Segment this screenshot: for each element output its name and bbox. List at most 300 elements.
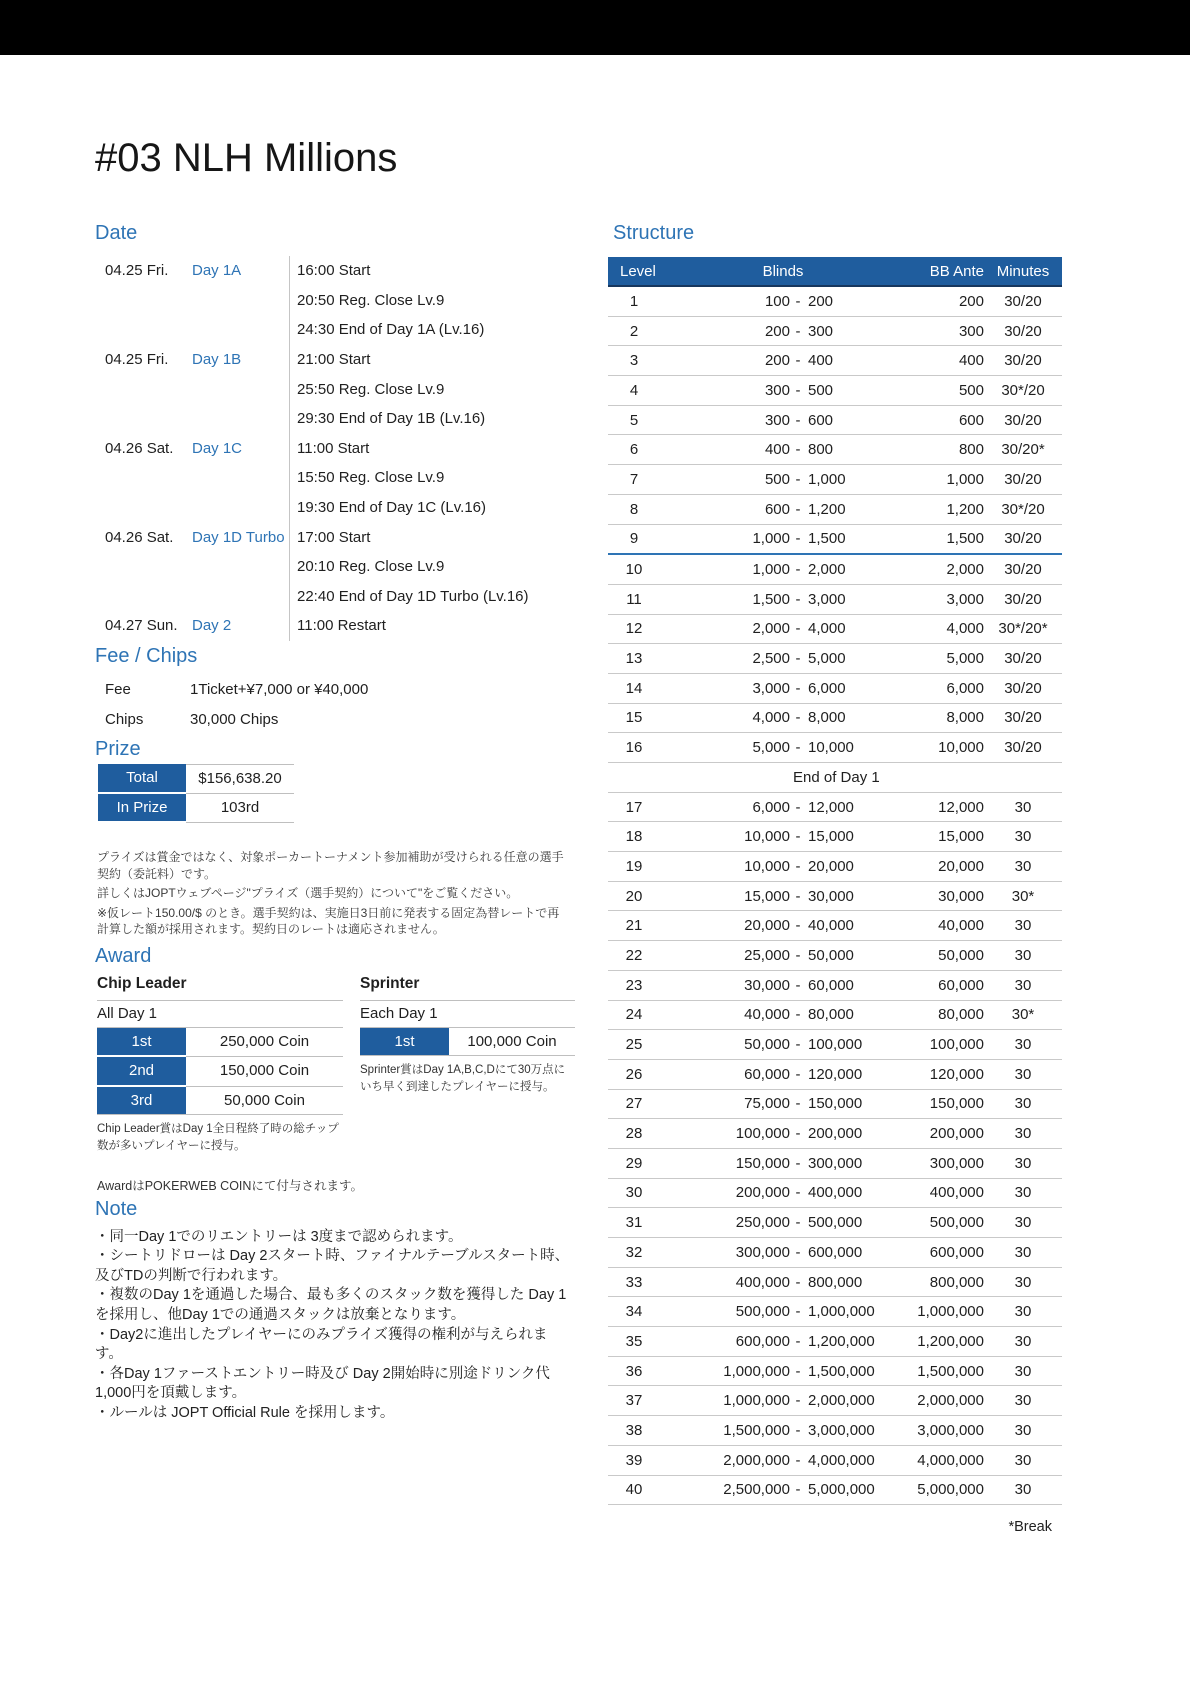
award-title: Sprinter [360, 971, 575, 1001]
minutes-cell: 30*/20 [1001, 500, 1045, 518]
structure-row [608, 1030, 1062, 1060]
minutes-cell: 30/20 [1004, 470, 1042, 488]
structure-row [608, 435, 1062, 465]
big-blind-cell: 30,000 [808, 887, 854, 905]
bb-ante-cell: 1,000,000 [917, 1303, 984, 1321]
structure-row [608, 733, 1062, 763]
level-cell: 14 [625, 679, 643, 697]
structure-row [608, 1238, 1062, 1268]
level-cell: 15 [625, 709, 643, 727]
award-row [97, 1028, 343, 1058]
note-item: ・Day2に進出したプレイヤーにのみプライズ獲得の権利が与えられます。 [95, 1326, 548, 1363]
time-cell: 25:50 Reg. Close Lv.9 [289, 374, 573, 404]
day-label: Day 2 [192, 617, 232, 635]
structure-row [608, 585, 1062, 615]
bb-ante-cell: 1,500 [946, 530, 984, 548]
level-cell: 4 [629, 381, 639, 399]
structure-row [608, 1416, 1062, 1446]
big-blind-cell: 4,000,000 [808, 1451, 875, 1469]
award-column-chip-leader [97, 971, 343, 1156]
fee-label: Fee [105, 681, 131, 699]
date-cell: 04.25 Fri. [105, 262, 169, 280]
date-cell: 04.27 Sun. [105, 617, 178, 635]
award-value-cell: 100,000 Coin [467, 1032, 557, 1050]
big-blind-cell: 200,000 [808, 1125, 863, 1143]
bb-ante-cell: 8,000 [946, 709, 984, 727]
structure-table-body [608, 287, 1062, 1505]
small-blind-cell: 150,000 [735, 1154, 790, 1172]
bb-ante-cell: 5,000,000 [917, 1481, 984, 1499]
blinds-separator: - [795, 917, 801, 935]
small-blind-cell: 1,000 [752, 561, 790, 579]
blinds-separator: - [795, 739, 801, 757]
small-blind-cell: 60,000 [744, 1065, 790, 1083]
blinds-separator: - [795, 381, 801, 399]
bb-ante-cell: 80,000 [938, 1006, 984, 1024]
time-cell: 11:00 Start [289, 434, 573, 464]
date-row [95, 404, 573, 434]
bb-ante-cell: 200 [958, 292, 984, 310]
minutes-cell: 30 [1014, 1332, 1032, 1350]
level-cell: 10 [625, 561, 643, 579]
day-label: Day 1C [192, 439, 243, 457]
level-cell: 31 [625, 1214, 643, 1232]
big-blind-cell: 12,000 [808, 798, 854, 816]
time-cell: 17:00 Start [289, 522, 573, 552]
level-cell: 16 [625, 739, 643, 757]
big-blind-cell: 5,000 [808, 650, 846, 668]
bb-ante-cell: 600,000 [929, 1243, 984, 1261]
structure-row [608, 1001, 1062, 1031]
blinds-separator: - [795, 322, 801, 340]
bb-ante-cell: 40,000 [938, 917, 984, 935]
level-cell: 7 [629, 470, 639, 488]
bb-ante-cell: 2,000,000 [917, 1392, 984, 1410]
award-rank-cell: 2nd [97, 1057, 186, 1087]
big-blind-cell: 5,000,000 [808, 1481, 875, 1499]
level-cell: 37 [625, 1392, 643, 1410]
blinds-separator: - [795, 411, 801, 429]
big-blind-cell: 1,500,000 [808, 1362, 875, 1380]
minutes-cell: 30/20 [1004, 530, 1042, 548]
level-cell: 34 [625, 1303, 643, 1321]
bb-ante-cell: 300,000 [929, 1154, 984, 1172]
small-blind-cell: 20,000 [744, 917, 790, 935]
blinds-separator: - [795, 887, 801, 905]
time-cell: 20:50 Reg. Close Lv.9 [289, 286, 573, 316]
blinds-separator: - [795, 1303, 801, 1321]
bb-ante-cell: 6,000 [946, 679, 984, 697]
small-blind-cell: 2,000,000 [723, 1451, 790, 1469]
big-blind-cell: 600,000 [808, 1243, 863, 1261]
blinds-separator: - [795, 1332, 801, 1350]
big-blind-cell: 15,000 [808, 828, 854, 846]
minutes-cell: 30 [1014, 1451, 1032, 1469]
big-blind-cell: 60,000 [808, 976, 854, 994]
date-cell: 04.25 Fri. [105, 351, 169, 369]
level-cell: 26 [625, 1065, 643, 1083]
structure-row [608, 852, 1062, 882]
big-blind-cell: 400,000 [808, 1184, 863, 1202]
note-item: ・複数のDay 1を通過した場合、最も多くのスタック数を獲得した Day 1を採用し、他Day 1での通過スタックは放棄となります。 [95, 1287, 567, 1323]
small-blind-cell: 100,000 [735, 1125, 790, 1143]
minutes-cell: 30/20 [1004, 352, 1042, 370]
bb-ante-cell: 4,000 [946, 620, 984, 638]
minutes-cell: 30* [1011, 887, 1035, 905]
big-blind-cell: 600 [808, 411, 834, 429]
level-cell: 9 [629, 530, 639, 548]
big-blind-cell: 1,000 [808, 470, 846, 488]
big-blind-cell: 500,000 [808, 1214, 863, 1232]
minutes-cell: 30 [1014, 1303, 1032, 1321]
minutes-cell: 30 [1014, 857, 1032, 875]
big-blind-cell: 6,000 [808, 679, 846, 697]
fee-row [95, 704, 573, 734]
time-cell: 20:10 Reg. Close Lv.9 [289, 552, 573, 582]
note-list [95, 1228, 570, 1424]
award-value-cell: 250,000 Coin [186, 1028, 343, 1058]
big-blind-cell: 10,000 [808, 739, 854, 757]
small-blind-cell: 300 [764, 411, 790, 429]
fee-chips-table [95, 675, 573, 734]
structure-row [608, 1119, 1062, 1149]
small-blind-cell: 6,000 [752, 798, 790, 816]
blinds-separator: - [795, 1065, 801, 1083]
break-footnote: *Break [1008, 1519, 1052, 1536]
blinds-separator: - [795, 650, 801, 668]
big-blind-cell: 2,000,000 [808, 1392, 875, 1410]
bb-ante-cell: 800 [958, 441, 984, 459]
minutes-cell: 30 [1014, 798, 1032, 816]
award-subtitle: All Day 1 [97, 1004, 158, 1022]
blinds-separator: - [795, 1125, 801, 1143]
bb-ante-cell: 10,000 [938, 739, 984, 757]
structure-row [608, 1297, 1062, 1327]
level-cell: 29 [625, 1154, 643, 1172]
minutes-cell: 30/20 [1004, 322, 1042, 340]
level-cell: 5 [629, 411, 639, 429]
date-cell: 04.26 Sat. [105, 528, 174, 546]
small-blind-cell: 2,500 [752, 650, 790, 668]
date-row [95, 256, 573, 286]
structure-row [608, 1268, 1062, 1298]
level-cell: 40 [625, 1481, 643, 1499]
structure-row [608, 1357, 1062, 1387]
column-header-level: Level [620, 262, 656, 280]
end-of-day-row: End of Day 1 [608, 763, 1062, 793]
level-cell: 13 [625, 650, 643, 668]
level-cell: 38 [625, 1421, 643, 1439]
big-blind-cell: 500 [808, 381, 834, 399]
minutes-cell: 30 [1014, 1243, 1032, 1261]
minutes-cell: 30*/20* [998, 620, 1048, 638]
small-blind-cell: 500 [764, 470, 790, 488]
award-rank-cell: 1st [97, 1028, 186, 1058]
award-value-cell: 150,000 Coin [186, 1057, 343, 1087]
structure-row [608, 822, 1062, 852]
level-cell: 3 [629, 352, 639, 370]
minutes-cell: 30 [1014, 1095, 1032, 1113]
note-item: ・シートリドローは Day 2スタート時、ファイナルテーブルスタート時、及びTDの判断で行われます。 [95, 1248, 570, 1284]
minutes-cell: 30/20 [1004, 411, 1042, 429]
time-cell: 22:40 End of Day 1D Turbo (Lv.16) [289, 582, 573, 612]
big-blind-cell: 8,000 [808, 709, 846, 727]
award-value-cell: 50,000 Coin [224, 1091, 305, 1109]
level-cell: 39 [625, 1451, 643, 1469]
blinds-separator: - [795, 946, 801, 964]
bb-ante-cell: 2,000 [946, 561, 984, 579]
big-blind-cell: 50,000 [808, 946, 854, 964]
blinds-separator: - [795, 441, 801, 459]
award-subtitle: Each Day 1 [360, 1004, 438, 1022]
award-note: Chip Leader賞はDay 1全日程終了時の総チップ数が多いプレイヤーに授与。 [97, 1123, 339, 1153]
structure-row [608, 1386, 1062, 1416]
blinds-separator: - [795, 1451, 801, 1469]
bb-ante-cell: 600 [958, 411, 984, 429]
day-label: Day 1B [192, 351, 242, 369]
minutes-cell: 30 [1014, 946, 1032, 964]
level-cell: 19 [625, 857, 643, 875]
blinds-separator: - [795, 1243, 801, 1261]
big-blind-cell: 20,000 [808, 857, 854, 875]
note-item: ・同一Day 1でのリエントリーは 3度まで認められます。 [95, 1228, 463, 1245]
small-blind-cell: 4,000 [752, 709, 790, 727]
blinds-separator: - [795, 1214, 801, 1232]
bb-ante-cell: 150,000 [929, 1095, 984, 1113]
small-blind-cell: 1,000,000 [723, 1392, 790, 1410]
structure-row [608, 525, 1062, 556]
level-cell: 27 [625, 1095, 643, 1113]
level-cell: 18 [625, 828, 643, 846]
blinds-separator: - [795, 1095, 801, 1113]
big-blind-cell: 800 [808, 441, 834, 459]
small-blind-cell: 300 [764, 381, 790, 399]
blinds-separator: - [795, 1362, 801, 1380]
structure-row [608, 1446, 1062, 1476]
minutes-cell: 30*/20 [1001, 381, 1045, 399]
small-blind-cell: 400,000 [735, 1273, 790, 1291]
column-header-minutes: Minutes [996, 262, 1050, 280]
award-rank-cell: 3rd [97, 1087, 186, 1115]
bb-ante-cell: 100,000 [929, 1036, 984, 1054]
minutes-cell: 30 [1014, 917, 1032, 935]
small-blind-cell: 200 [764, 322, 790, 340]
big-blind-cell: 1,500 [808, 530, 846, 548]
date-row [95, 345, 573, 375]
small-blind-cell: 5,000 [752, 739, 790, 757]
level-cell: 21 [625, 917, 643, 935]
big-blind-cell: 100,000 [808, 1036, 863, 1054]
minutes-cell: 30/20 [1004, 561, 1042, 579]
bb-ante-cell: 400 [958, 352, 984, 370]
bb-ante-cell: 1,000 [946, 470, 984, 488]
prize-note: プライズは賞金ではなく、対象ポーカートーナメント参加補助が受けられる任意の選手契約（委託料）です。 [97, 850, 564, 881]
level-cell: 33 [625, 1273, 643, 1291]
time-cell: 29:30 End of Day 1B (Lv.16) [289, 404, 573, 434]
small-blind-cell: 25,000 [744, 946, 790, 964]
small-blind-cell: 300,000 [735, 1243, 790, 1261]
fee-row [95, 675, 573, 705]
structure-row [608, 555, 1062, 585]
blinds-separator: - [795, 1421, 801, 1439]
top-banner [0, 0, 1190, 55]
bb-ante-cell: 4,000,000 [917, 1451, 984, 1469]
minutes-cell: 30 [1014, 1125, 1032, 1143]
level-cell: 1 [629, 292, 639, 310]
small-blind-cell: 75,000 [744, 1095, 790, 1113]
award-column-sprinter [360, 971, 575, 1097]
bb-ante-cell: 500,000 [929, 1214, 984, 1232]
small-blind-cell: 200,000 [735, 1184, 790, 1202]
blinds-separator: - [795, 857, 801, 875]
structure-row [608, 1090, 1062, 1120]
small-blind-cell: 10,000 [744, 828, 790, 846]
big-blind-cell: 3,000,000 [808, 1421, 875, 1439]
left-column [95, 218, 573, 1424]
bb-ante-cell: 15,000 [938, 828, 984, 846]
structure-row [608, 495, 1062, 525]
blinds-separator: - [795, 1392, 801, 1410]
small-blind-cell: 600,000 [735, 1332, 790, 1350]
structure-row [608, 376, 1062, 406]
minutes-cell: 30 [1014, 1036, 1032, 1054]
bb-ante-cell: 1,500,000 [917, 1362, 984, 1380]
bb-ante-cell: 3,000 [946, 590, 984, 608]
level-cell: 24 [625, 1006, 643, 1024]
bb-ante-cell: 20,000 [938, 857, 984, 875]
bb-ante-cell: 60,000 [938, 976, 984, 994]
time-cell: 21:00 Start [289, 345, 573, 375]
minutes-cell: 30 [1014, 1421, 1032, 1439]
structure-row [608, 674, 1062, 704]
bb-ante-cell: 50,000 [938, 946, 984, 964]
structure-row [608, 941, 1062, 971]
bb-ante-cell: 12,000 [938, 798, 984, 816]
blinds-separator: - [795, 828, 801, 846]
minutes-cell: 30/20 [1004, 650, 1042, 668]
time-cell: 19:30 End of Day 1C (Lv.16) [289, 493, 573, 523]
section-title-date: Date [95, 222, 138, 244]
note-item: ・ルールは JOPT Official Rule を採用します。 [95, 1404, 395, 1421]
bb-ante-cell: 5,000 [946, 650, 984, 668]
section-title-award: Award [95, 944, 152, 967]
structure-row [608, 882, 1062, 912]
fee-value: 30,000 Chips [190, 710, 279, 728]
structure-row [608, 406, 1062, 436]
section-title-note: Note [95, 1197, 138, 1220]
prize-notes [95, 849, 565, 938]
small-blind-cell: 50,000 [744, 1036, 790, 1054]
prize-note: 詳しくはJOPTウェブページ"プライズ（選手契約）について"をご覧ください。 [97, 886, 519, 901]
big-blind-cell: 300 [808, 322, 834, 340]
structure-row [608, 465, 1062, 495]
blinds-separator: - [795, 352, 801, 370]
section-title-prize: Prize [95, 737, 141, 760]
big-blind-cell: 800,000 [808, 1273, 863, 1291]
award-note: Sprinter賞はDay 1A,B,C,Dにて30万点にいち早く到達したプレイヤーに授与。 [360, 1064, 566, 1094]
date-row [95, 374, 573, 404]
award-section [95, 971, 573, 1176]
minutes-cell: 30/20 [1004, 292, 1042, 310]
small-blind-cell: 2,000 [752, 620, 790, 638]
prize-value-cell: 103rd [186, 794, 294, 824]
award-row [360, 1028, 575, 1056]
fee-label: Chips [105, 710, 144, 728]
big-blind-cell: 1,200,000 [808, 1332, 875, 1350]
small-blind-cell: 1,000,000 [723, 1362, 790, 1380]
level-cell: 17 [625, 798, 643, 816]
bb-ante-cell: 30,000 [938, 887, 984, 905]
date-row [95, 522, 573, 552]
level-cell: 20 [625, 887, 643, 905]
small-blind-cell: 200 [764, 352, 790, 370]
date-row [95, 582, 573, 612]
bb-ante-cell: 120,000 [929, 1065, 984, 1083]
big-blind-cell: 1,200 [808, 500, 846, 518]
blinds-separator: - [795, 292, 801, 310]
structure-row [608, 1327, 1062, 1357]
structure-row [608, 317, 1062, 347]
big-blind-cell: 4,000 [808, 620, 846, 638]
bb-ante-cell: 400,000 [929, 1184, 984, 1202]
date-row [95, 434, 573, 464]
small-blind-cell: 1,500,000 [723, 1421, 790, 1439]
minutes-cell: 30 [1014, 1362, 1032, 1380]
blinds-separator: - [795, 1481, 801, 1499]
structure-row [608, 1208, 1062, 1238]
time-cell: 11:00 Restart [289, 611, 573, 641]
big-blind-cell: 1,000,000 [808, 1303, 875, 1321]
big-blind-cell: 300,000 [808, 1154, 863, 1172]
structure-row [608, 1476, 1062, 1506]
level-cell: 23 [625, 976, 643, 994]
minutes-cell: 30 [1014, 976, 1032, 994]
small-blind-cell: 1,500 [752, 590, 790, 608]
minutes-cell: 30 [1014, 1214, 1032, 1232]
prize-label-cell: Total [98, 764, 186, 794]
small-blind-cell: 15,000 [744, 887, 790, 905]
minutes-cell: 30/20* [1001, 441, 1045, 459]
award-table [360, 1027, 575, 1057]
level-cell: 30 [625, 1184, 643, 1202]
blinds-separator: - [795, 620, 801, 638]
award-rank-cell: 1st [360, 1028, 449, 1056]
structure-header-row [608, 257, 1062, 287]
blinds-separator: - [795, 500, 801, 518]
small-blind-cell: 10,000 [744, 857, 790, 875]
blinds-separator: - [795, 679, 801, 697]
minutes-cell: 30/20 [1004, 679, 1042, 697]
bb-ante-cell: 300 [958, 322, 984, 340]
minutes-cell: 30 [1014, 1184, 1032, 1202]
big-blind-cell: 150,000 [808, 1095, 863, 1113]
small-blind-cell: 40,000 [744, 1006, 790, 1024]
prize-note: ※仮レート150.00/$ のとき。選手契約は、実施日3日前に発表する固定為替レートで再計算した額が採用されます。契約日のレートは適応されません。 [97, 905, 560, 937]
small-blind-cell: 400 [764, 441, 790, 459]
page-title: #03 NLH Millions [95, 136, 398, 180]
level-cell: 6 [629, 441, 639, 459]
minutes-cell: 30 [1014, 1154, 1032, 1172]
award-table [97, 1027, 343, 1116]
date-cell: 04.26 Sat. [105, 439, 174, 457]
bb-ante-cell: 500 [958, 381, 984, 399]
date-row [95, 315, 573, 345]
blinds-separator: - [795, 1184, 801, 1202]
structure-row [608, 704, 1062, 734]
structure-row [608, 287, 1062, 317]
big-blind-cell: 120,000 [808, 1065, 863, 1083]
structure-row [608, 1149, 1062, 1179]
